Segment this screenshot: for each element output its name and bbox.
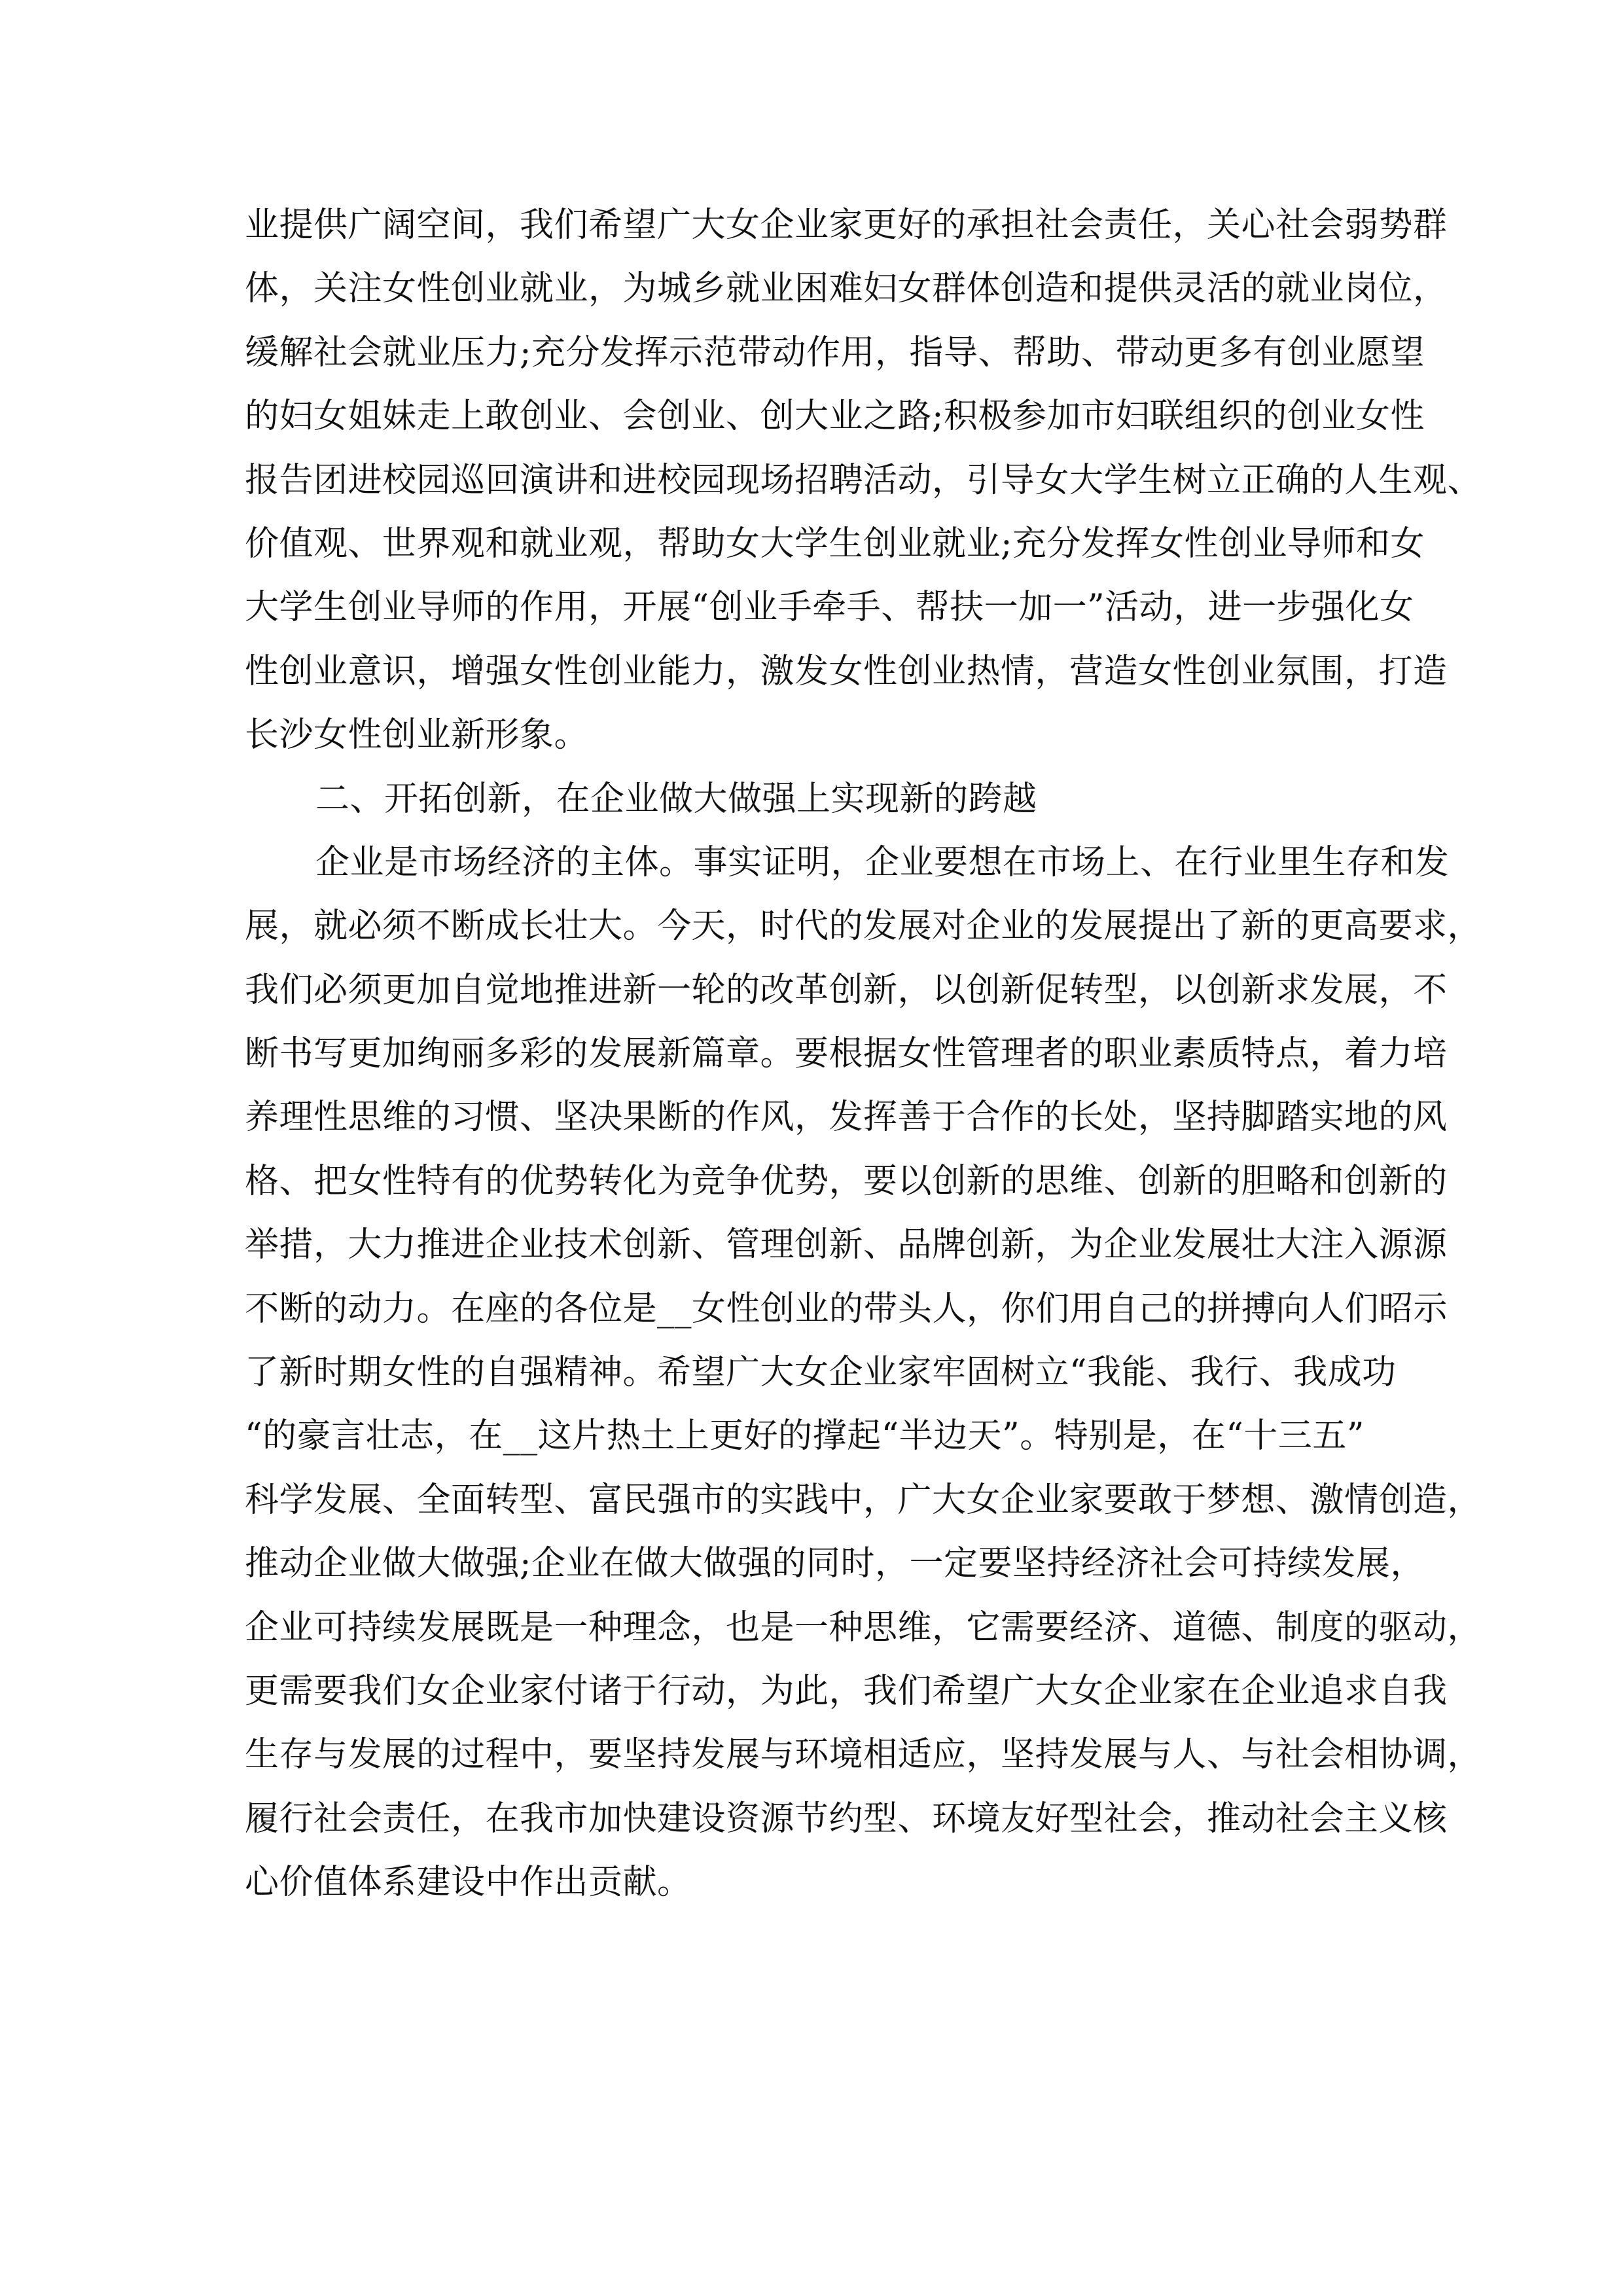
text-line: 业提供广阔空间，我们希望广大女企业家更好的承担社会责任，关心社会弱势群	[245, 206, 1448, 245]
text-line: 的妇女姐妹走上敢创业、会创业、创大业之路;积极参加市妇联组织的创业女性	[245, 397, 1425, 437]
text-line: 举措，大力推进企业技术创新、管理创新、品牌创新，为企业发展壮大注入源源	[245, 1225, 1448, 1265]
text-line: 养理性思维的习惯、坚决果断的作风，发挥善于合作的长处，坚持脚踏实地的风	[245, 1098, 1448, 1138]
text-line: 履行社会责任，在我市加快建设资源节约型、环境友好型社会，推动社会主义核	[245, 1799, 1448, 1839]
text-line: 了新时期女性的自强精神。希望广大女企业家牢固树立“我能、我行、我成功	[245, 1353, 1397, 1393]
text-line: 推动企业做大做强;企业在做大做强的同时，一定要坚持经济社会可持续发展，	[245, 1544, 1425, 1584]
text-line: “的豪言壮志，在__这片热土上更好的撑起“半边天”。特别是，在“十三五”	[245, 1416, 1364, 1456]
text-line: 性创业意识，增强女性创业能力，激发女性创业热情，营造女性创业氛围，打造	[245, 651, 1448, 691]
text-line: 科学发展、全面转型、富民强市的实践中，广大女企业家要敢于梦想、激情创造，	[245, 1480, 1482, 1520]
text-line: 格、把女性特有的优势转化为竞争优势，要以创新的思维、创新的胆略和创新的	[245, 1161, 1448, 1201]
paragraph-first-line: 企业是市场经济的主体。事实证明，企业要想在市场上、在行业里生存和发	[315, 842, 1450, 882]
text-line: 长沙女性创业新形象。	[245, 715, 589, 755]
text-line: 报告团进校园巡回演讲和进校园现场招聘活动，引导女大学生树立正确的人生观、	[245, 460, 1482, 500]
text-line: 心价值体系建设中作出贡献。	[245, 1863, 692, 1903]
text-line: 企业可持续发展既是一种理念，也是一种思维，它需要经济、道德、制度的驱动，	[245, 1607, 1482, 1647]
paragraph-first-line: 二、开拓创新，在企业做大做强上实现新的跨越	[315, 779, 1037, 819]
document-body	[245, 194, 1482, 1915]
text-line: 断书写更加绚丽多彩的发展新篇章。要根据女性管理者的职业素质特点，着力培	[245, 1034, 1448, 1074]
text-line: 不断的动力。在座的各位是__女性创业的带头人，你们用自己的拼搏向人们昭示	[245, 1289, 1448, 1329]
text-line: 展，就必须不断成长壮大。今天，时代的发展对企业的发展提出了新的更高要求，	[245, 906, 1482, 946]
text-line: 价值观、世界观和就业观，帮助女大学生创业就业;充分发挥女性创业导师和女	[245, 524, 1425, 564]
text-line: 缓解社会就业压力;充分发挥示范带动作用，指导、帮助、带动更多有创业愿望	[245, 332, 1425, 372]
text-line: 我们必须更加自觉地推进新一轮的改革创新，以创新促转型，以创新求发展，不	[245, 970, 1448, 1010]
text-line: 生存与发展的过程中，要坚持发展与环境相适应，坚持发展与人、与社会相协调，	[245, 1735, 1482, 1775]
text-line: 更需要我们女企业家付诸于行动，为此，我们希望广大女企业家在企业追求自我	[245, 1671, 1448, 1711]
text-line: 体，关注女性创业就业，为城乡就业困难妇女群体创造和提供灵活的就业岗位，	[245, 269, 1448, 309]
text-line: 大学生创业导师的作用，开展“创业手牵手、帮扶一加一”活动，进一步强化女	[245, 588, 1414, 628]
